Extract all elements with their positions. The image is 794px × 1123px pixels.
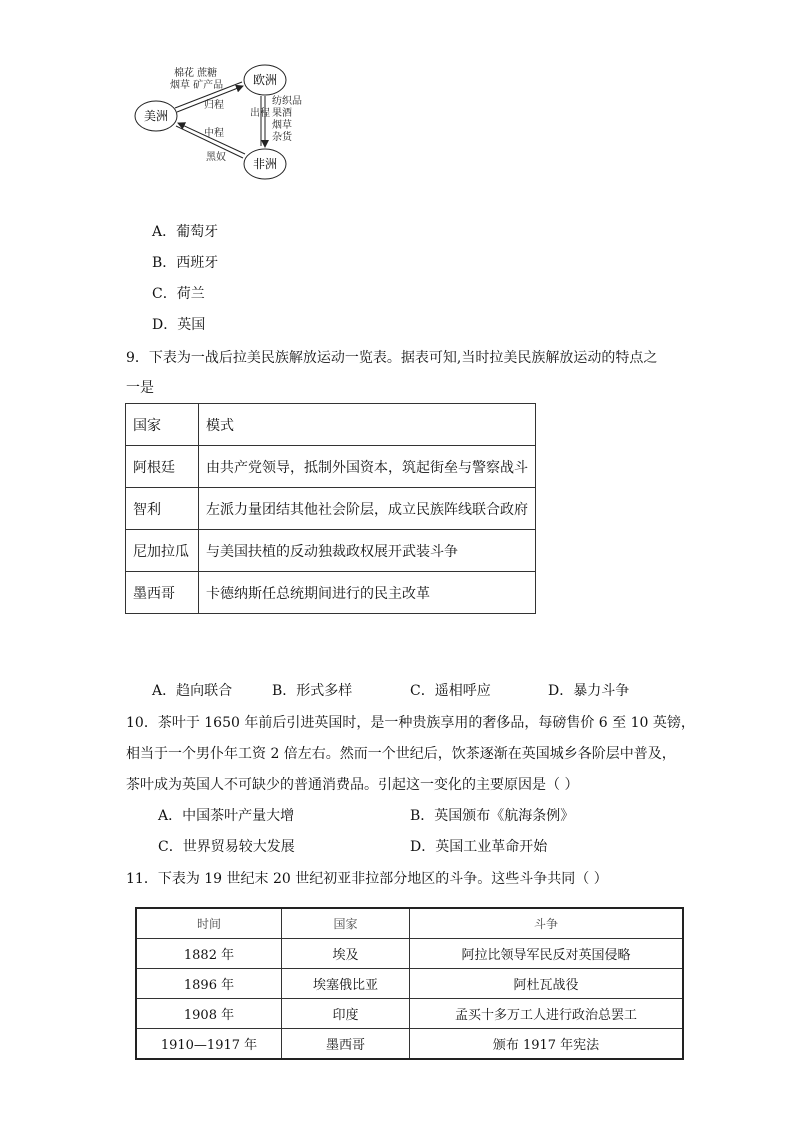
cell-time: 1908 年 bbox=[136, 999, 282, 1029]
q8-option-d[interactable]: D．英国 bbox=[152, 317, 206, 333]
q10-option-d[interactable]: D．英国工业革命开始 bbox=[410, 839, 548, 855]
cell-struggle: 阿拉比领导军民反对英国侵略 bbox=[410, 939, 684, 969]
q11-stem: 11．下表为 19 世纪末 20 世纪初亚非拉部分地区的斗争。这些斗争共同（ ） bbox=[126, 871, 608, 887]
header-country: 国家 bbox=[126, 404, 199, 446]
goods-label-1: 棉花 蔗糖 bbox=[174, 68, 218, 79]
cell-mode: 左派力量团结其他社会阶层，成立民族阵线联合政府 bbox=[199, 488, 536, 530]
cell-country: 印度 bbox=[282, 999, 410, 1029]
q9-table bbox=[125, 403, 536, 614]
q10-stem-line2: 相当于一个男仆年工资 2 倍左右。然而一个世纪后，饮茶逐渐在英国城乡各阶层中普及， bbox=[126, 746, 676, 762]
table-row bbox=[126, 530, 536, 572]
america-label: 美洲 bbox=[143, 109, 169, 123]
header-struggle: 斗争 bbox=[410, 908, 684, 939]
q10-stem-line1: 10．茶叶于 1650 年前后引进英国时，是一种贵族享用的奢侈品，每磅售价 6 至 10 英镑， bbox=[126, 715, 695, 731]
triangular-trade-diagram bbox=[130, 58, 310, 188]
cell-country: 尼加拉瓜 bbox=[126, 530, 199, 572]
header-time: 时间 bbox=[136, 908, 282, 939]
mid-leg-label: 中程 bbox=[204, 128, 224, 139]
table-row bbox=[136, 939, 683, 969]
cell-struggle: 孟买十多万工人进行政治总罢工 bbox=[410, 999, 684, 1029]
cell-mode: 由共产党领导，抵制外国资本，筑起街垒与警察战斗 bbox=[199, 446, 536, 488]
q8-option-b[interactable]: B．西班牙 bbox=[152, 255, 219, 271]
eu-goods-3: 烟草 bbox=[272, 120, 292, 131]
table-row bbox=[136, 1029, 683, 1060]
africa-label: 非洲 bbox=[252, 157, 278, 171]
cell-time: 1896 年 bbox=[136, 969, 282, 999]
table-row bbox=[126, 488, 536, 530]
q11-table bbox=[135, 907, 684, 1060]
cell-mode: 卡德纳斯任总统期间进行的民主改革 bbox=[199, 572, 536, 614]
cell-country: 阿根廷 bbox=[126, 446, 199, 488]
q9-option-d[interactable]: D．暴力斗争 bbox=[548, 683, 630, 699]
return-leg-label: 归程 bbox=[204, 100, 224, 111]
table-row bbox=[126, 572, 536, 614]
header-country: 国家 bbox=[282, 908, 410, 939]
eu-goods-2: 果酒 bbox=[272, 108, 292, 119]
eu-goods-1: 纺织品 bbox=[272, 96, 302, 107]
q10-stem-line3: 茶叶成为英国人不可缺少的普通消费品。引起这一变化的主要原因是（ ） bbox=[126, 777, 579, 793]
q9-option-c[interactable]: C．遥相呼应 bbox=[410, 683, 491, 699]
out-leg-label: 出程 bbox=[250, 108, 270, 119]
cell-struggle: 阿杜瓦战役 bbox=[410, 969, 684, 999]
cell-country: 智利 bbox=[126, 488, 199, 530]
q9-stem-line1: 9．下表为一战后拉美民族解放运动一览表。据表可知,当时拉美民族解放运动的特点之 bbox=[126, 350, 658, 366]
cell-country: 埃塞俄比亚 bbox=[282, 969, 410, 999]
cell-struggle: 颁布 1917 年宪法 bbox=[410, 1029, 684, 1060]
table-header-row bbox=[136, 908, 683, 939]
q10-option-b[interactable]: B．英国颁布《航海条例》 bbox=[410, 808, 575, 824]
cell-country: 墨西哥 bbox=[282, 1029, 410, 1060]
europe-label: 欧洲 bbox=[252, 73, 278, 87]
cell-country: 埃及 bbox=[282, 939, 410, 969]
table-header-row bbox=[126, 404, 536, 446]
table-row bbox=[126, 446, 536, 488]
table-row bbox=[136, 999, 683, 1029]
cell-time: 1882 年 bbox=[136, 939, 282, 969]
q10-option-a[interactable]: A．中国茶叶产量大增 bbox=[158, 808, 295, 824]
goods-label-2: 烟草 矿产品 bbox=[170, 80, 224, 91]
q8-option-c[interactable]: C．荷兰 bbox=[152, 286, 205, 302]
cell-country: 墨西哥 bbox=[126, 572, 199, 614]
q8-option-a[interactable]: A．葡萄牙 bbox=[152, 224, 219, 240]
table-row bbox=[136, 969, 683, 999]
q10-option-c[interactable]: C．世界贸易较大发展 bbox=[158, 839, 295, 855]
header-mode: 模式 bbox=[199, 404, 536, 446]
cell-mode: 与美国扶植的反动独裁政权展开武装斗争 bbox=[199, 530, 536, 572]
q9-option-a[interactable]: A．趋向联合 bbox=[152, 683, 233, 699]
eu-goods-4: 杂货 bbox=[272, 132, 292, 143]
q9-option-b[interactable]: B．形式多样 bbox=[272, 683, 353, 699]
q9-stem-line2: 一是 bbox=[126, 380, 154, 396]
cell-time: 1910—1917 年 bbox=[136, 1029, 282, 1060]
slaves-label: 黑奴 bbox=[206, 152, 226, 163]
